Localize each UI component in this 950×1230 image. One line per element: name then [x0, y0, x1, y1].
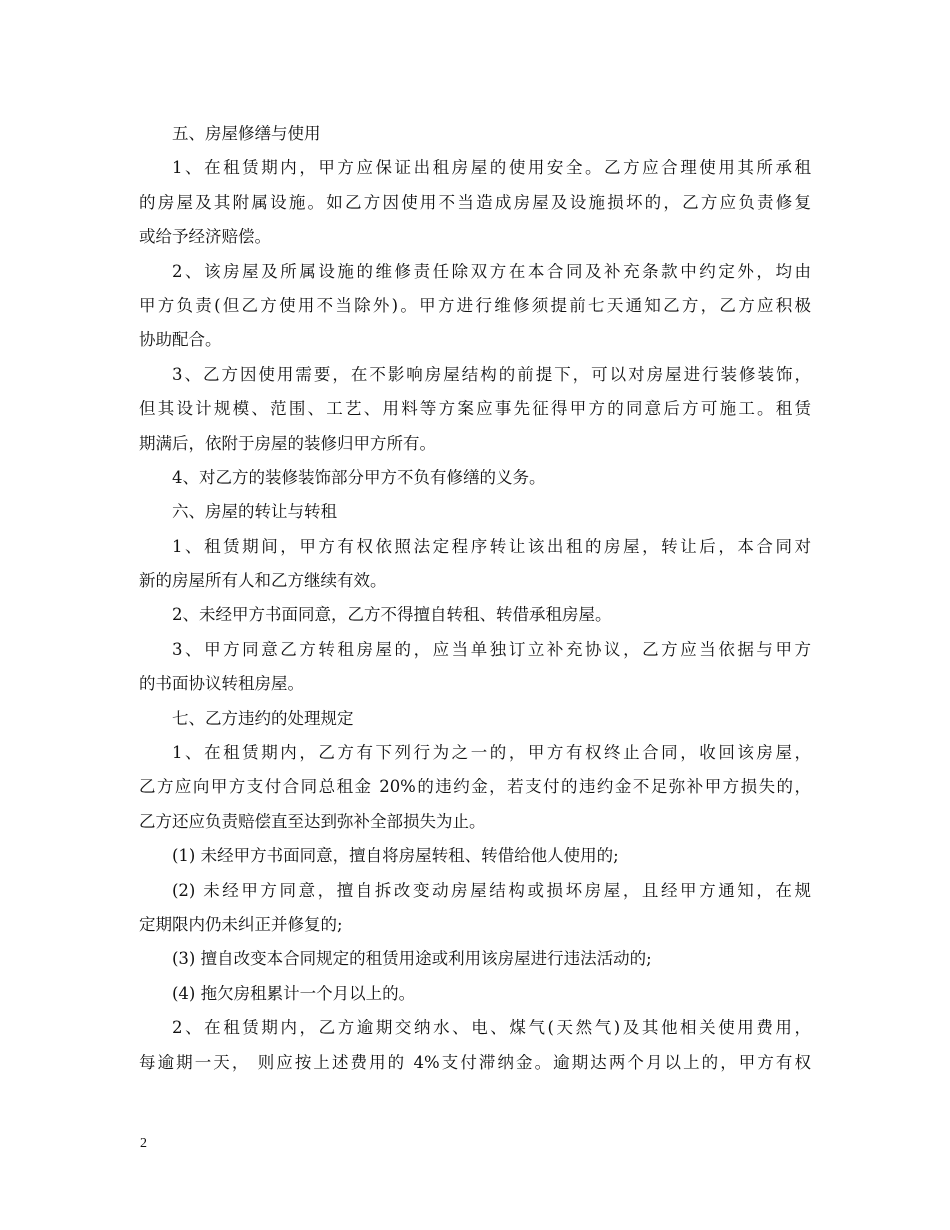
paragraph-line: 乙方还应负责赔偿直至达到弥补全部损失为止。 [139, 811, 486, 831]
paragraph-line: 协助配合。 [139, 330, 222, 350]
paragraph-line: 3、甲方同意乙方转租房屋的，应当单独订立补充协议，乙方应当依据与甲方 [172, 639, 811, 659]
paragraph-line: 新的房屋所有人和乙方继续有效。 [139, 571, 387, 591]
paragraph-line: 期满后，依附于房屋的装修归甲方所有。 [139, 433, 436, 453]
paragraph-line: 乙方应向甲方支付合同总租金 20%的违约金，若支付的违约金不足弥补甲方损失的， [139, 777, 811, 797]
page-number: 2 [140, 1136, 147, 1151]
paragraph-line: 但其设计规模、范围、工艺、用料等方案应事先征得甲方的同意后方可施工。租赁 [139, 399, 811, 419]
paragraph-line: 甲方负责(但乙方使用不当除外)。甲方进行维修须提前七天通知乙方，乙方应积极 [139, 295, 811, 315]
section-heading-repair: 五、房屋修缮与使用 [172, 124, 321, 143]
paragraph-line: 的书面协议转租房屋。 [139, 674, 304, 694]
paragraph-line: 2、未经甲方书面同意，乙方不得擅自转租、转借承租房屋。 [172, 605, 612, 625]
document-body [139, 117, 811, 1080]
list-item-continuation: 定期限内仍未纠正并修复的; [139, 914, 343, 934]
list-item: (3) 擅自改变本合同规定的租赁用途或利用该房屋进行违法活动的; [172, 949, 652, 969]
paragraph-line: 或给予经济赔偿。 [139, 227, 271, 247]
paragraph-line: 1、在租赁期内，乙方有下列行为之一的，甲方有权终止合同，收回该房屋， [172, 743, 811, 763]
list-item: (1) 未经甲方书面同意，擅自将房屋转租、转借给他人使用的; [172, 846, 619, 866]
paragraph-line: 2、该房屋及所属设施的维修责任除双方在本合同及补充条款中约定外，均由 [172, 261, 811, 281]
paragraph-line: 2、在租赁期内，乙方逾期交纳水、电、煤气(天然气)及其他相关使用费用， [172, 1018, 811, 1038]
paragraph-line: 每逾期一天， 则应按上述费用的 4%支付滞纳金。逾期达两个月以上的，甲方有权 [139, 1052, 811, 1072]
section-heading-transfer: 六、房屋的转让与转租 [172, 502, 337, 522]
list-item: (4) 拖欠房租累计一个月以上的。 [172, 983, 416, 1003]
paragraph-line: 的房屋及其附属设施。如乙方因使用不当造成房屋及设施损坏的，乙方应负责修复 [139, 192, 811, 212]
paragraph-line: 4、对乙方的装修装饰部分甲方不负有修缮的义务。 [172, 467, 546, 487]
paragraph-line: 1、在租赁期内，甲方应保证出租房屋的使用安全。乙方应合理使用其所承租 [172, 158, 811, 178]
paragraph-line: 1、租赁期间，甲方有权依照法定程序转让该出租的房屋，转让后，本合同对 [172, 536, 811, 556]
section-heading-breach: 七、乙方违约的处理规定 [172, 708, 354, 728]
list-item: (2) 未经甲方同意，擅自拆改变动房屋结构或损坏房屋，且经甲方通知，在规 [172, 880, 811, 900]
paragraph-line: 3、乙方因使用需要，在不影响房屋结构的前提下，可以对房屋进行装修装饰， [172, 364, 811, 384]
